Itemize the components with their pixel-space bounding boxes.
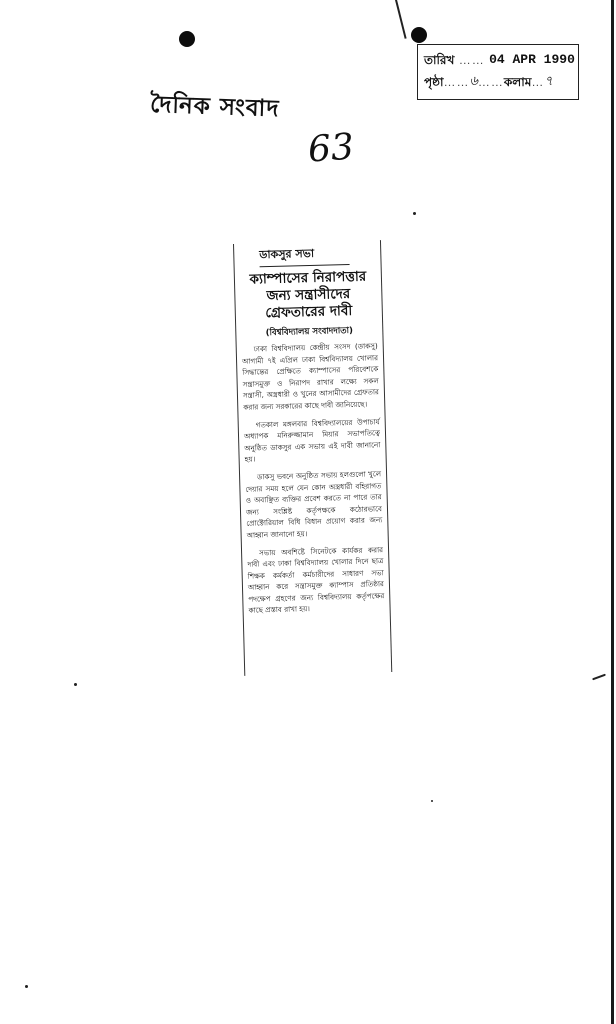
- headline-line-2: জন্য সন্ত্রাসীদের: [266, 285, 351, 305]
- article-headline: [240, 268, 377, 323]
- stamp-date-label: তারিখ: [424, 53, 455, 67]
- article-paragraph-3: ডাকসু ভবনে অনুষ্ঠিত সভায় হলগুলো খুলে দেয়ার সময় হলে যেন কোন অস্ত্রধারী বহিরাগত ও অবাঞ্ছিত ব্যক্তির প্রবেশ করতে না পারে তার জন্য সংশ্লিষ্ট কর্তৃপক্ষকে কঠোরভাবে প্রোক্টোরিয়াল বিধি বিধান প্রয়োগ করার জন্য আহ্বান জানানো হয়।: [245, 469, 383, 540]
- article-kicker: ডাকসুর সভা: [259, 244, 350, 267]
- headline-line-3: গ্রেফতারের দাবী: [265, 302, 353, 322]
- article-paragraph-1: ঢাকা বিশ্ববিদ্যালয় কেন্দ্রীয় সংসদ (ডাকসু) আগামী ৭ই এপ্রিল ঢাকা বিশ্ববিদ্যালয় খোলার সিদ্ধান্তের প্রেক্ষিতে ক্যাম্পাসের পরিবেশকে সন্ত্রাসমুক্ত ও নিরাপদ রাখার লক্ষ্যে সকল সন্ত্রাসী, অস্ত্রধারী ও খুনের আসামীদের গ্রেফতার করার জন্য সরকারের কাছে দাবী জানিয়েছে।: [241, 341, 380, 412]
- headline-line-1: ক্যাম্পাসের নিরাপত্তার: [249, 268, 367, 288]
- stamp-page-value: ৬: [469, 74, 478, 89]
- stamp-page-row: পৃষ্ঠা …… ৬ …… কলাম … ৭: [424, 71, 572, 93]
- scan-speck: [592, 674, 606, 681]
- scan-speck: [413, 212, 416, 215]
- punch-hole-right: [411, 27, 427, 43]
- punch-hole-left: [179, 31, 195, 47]
- stamp-column-value: ৭: [544, 74, 553, 89]
- stamp-column-label: কলাম: [503, 75, 532, 89]
- scan-speck: [25, 985, 28, 988]
- scan-speck: [74, 683, 77, 686]
- stamp-date-value: 04 APR 1990: [489, 52, 575, 67]
- stamp-date-row: তারিখ …… 04 APR 1990: [424, 49, 572, 71]
- paper-crease: [395, 0, 407, 39]
- news-clipping: [233, 240, 392, 676]
- stamp-page-label: পৃষ্ঠা: [424, 75, 444, 89]
- article-paragraph-4: সভায় অবশিষ্টে সিনেটকে কার্যকর করার দাবী এবং ঢাকা বিশ্ববিদ্যালয় খোলার দিনে ছাত্র শিক্ষক কর্মকর্তা কর্মচারীদের সাধারণ সভা আহ্বান করে সন্ত্রাসমুক্ত ক্যাম্পাস প্রতিষ্ঠার পদক্ষেপ গ্রহণের জন্য বিশ্ববিদ্যালয় কর্তৃপক্ষের কাছে প্রস্তাব রাখা হয়।: [247, 544, 385, 616]
- article-byline: (বিশ্ববিদ্যালয় সংবাদদাতা): [265, 325, 354, 339]
- newspaper-masthead: দৈনিক সংবাদ: [149, 91, 280, 123]
- scan-edge-line: [611, 0, 614, 1024]
- scan-speck: [431, 800, 433, 802]
- date-stamp: [417, 44, 579, 100]
- handwritten-page-number: 63: [306, 126, 356, 171]
- article-paragraph-2: গতকাল মঙ্গলবার বিশ্ববিদ্যালয়ের উপাচার্য অধ্যাপক মনিরুজ্জামান মিয়ার সভাপতিত্বে অনুষ্ঠিত ডাকসুর এক সভায় এই দাবী জানানো হয়।: [243, 416, 381, 465]
